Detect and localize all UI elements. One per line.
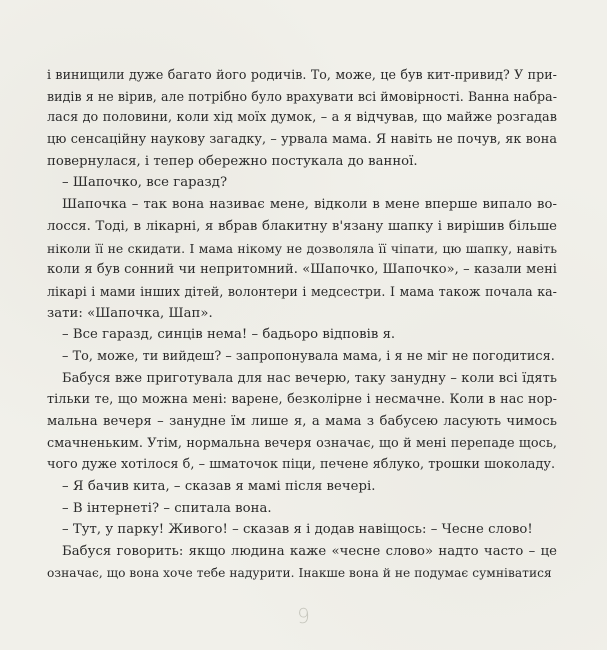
text-line: Шапочка – так вона називає мене, відколи в мене вперше випало во- <box>62 197 557 213</box>
text-line: означає, що вона хоче тебе надурити. Інакше вона й не подумає сумніватися <box>47 565 552 580</box>
text-line: – Все гаразд, синців нема! – бадьоро відповів я. <box>62 327 396 343</box>
paragraph <box>47 324 557 346</box>
text-line: – Шапочко, все гаразд? <box>62 175 228 191</box>
body-text <box>47 64 557 585</box>
text-line: тільки те, що можна мені: варене, безколірне і несмачне. Коли в нас нор- <box>47 392 557 408</box>
text-line: коли я був сонний чи непритомний. «Шапочко, Шапочко», – казали мені <box>47 262 557 278</box>
text-line: і винищили дуже багато його родичів. То, може, це був кит-привид? У при- <box>47 67 557 82</box>
text-line: – То, може, ти вийдеш? – запропонувала мама, і я не міг не погодитися. <box>62 348 555 364</box>
text-line: повернулася, і тепер обережно постукала до ванної. <box>47 153 418 169</box>
text-line: лосся. Тоді, в лікарні, я вбрав блакитну в'язану шапку і вирішив більше <box>47 218 557 234</box>
paragraph <box>47 498 557 520</box>
text-line: ніколи її не скидати. І мама нікому не дозволяла її чіпати, цю шапку, навіть <box>47 240 557 256</box>
paragraph <box>47 519 557 541</box>
text-line: – Я бачив кита, – сказав я мамі після вечері. <box>62 479 376 495</box>
paragraph <box>47 368 557 476</box>
text-line: видів я не вірив, але потрібно було врахувати всі ймовірності. Ванна набра- <box>47 88 557 104</box>
paragraph <box>47 194 557 324</box>
text-line: лікарі і мами інших дітей, волонтери і медсестри. І мама також почала ка- <box>47 283 557 299</box>
text-line: цю сенсаційну наукову загадку, – урвала мама. Я навіть не почув, як вона <box>47 132 557 148</box>
paragraph <box>47 541 557 584</box>
paragraph <box>47 64 557 172</box>
text-line: смачненьким. Утім, нормальна вечеря означає, що й мені перепаде щось, <box>47 435 557 451</box>
text-line: зати: «Шапочка, Шап». <box>47 305 213 321</box>
paragraph <box>47 476 557 498</box>
text-line: – Тут, у парку! Живого! – сказав я і додав навіщось: – Чесне слово! <box>62 522 533 538</box>
text-line: мальна вечеря – занудне їм лише я, а мама з бабусею ласують чимось <box>47 414 557 429</box>
text-line: чого дуже хотілося б, – шматочок піци, печене яблуко, трошки шоколаду. <box>47 457 556 473</box>
text-line: – В інтернеті? – спитала вона. <box>62 500 272 516</box>
text-line: Бабуся вже приготувала для нас вечерю, таку занудну – коли всі їдять <box>62 370 557 386</box>
text-line: Бабуся говорить: якщо людина каже «чесне слово» надто часто – це <box>62 544 557 560</box>
text-line: лася до половини, коли хід моїх думок, – а я відчував, що майже розгадав <box>47 110 557 126</box>
page-number: 9 <box>297 604 310 628</box>
paragraph <box>47 172 557 194</box>
paragraph <box>47 346 557 368</box>
